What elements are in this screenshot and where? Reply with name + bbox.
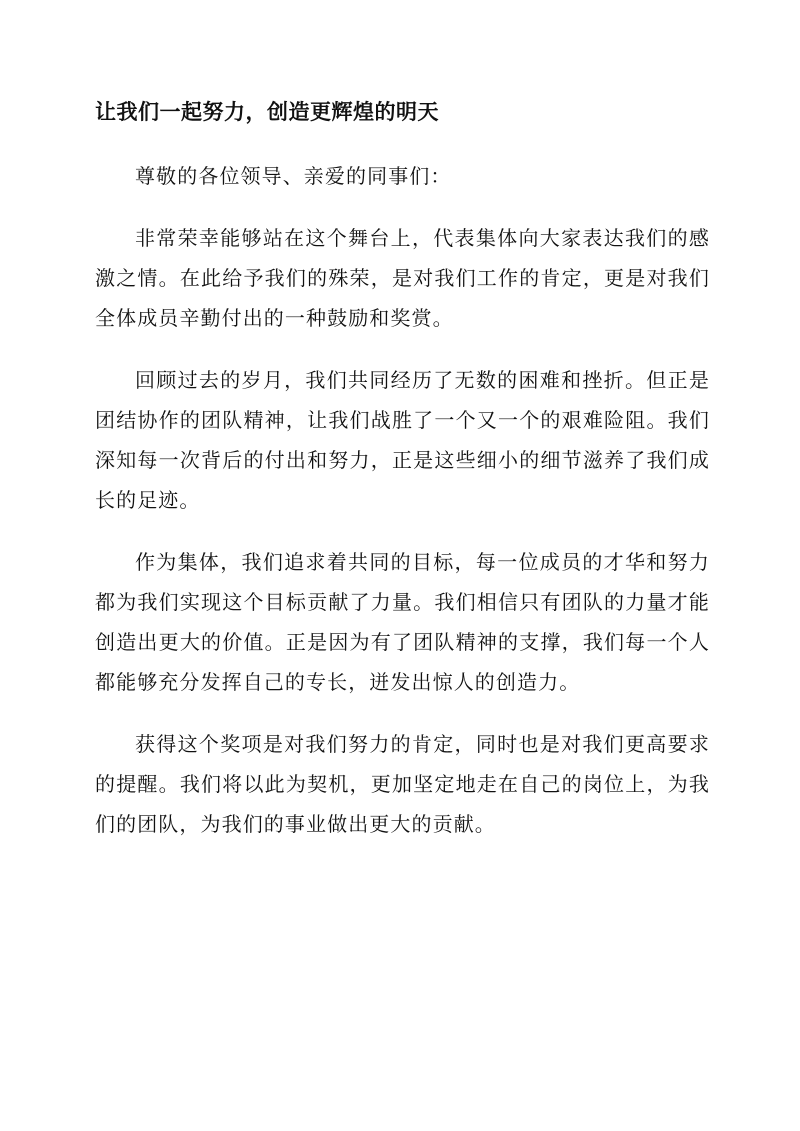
body-paragraph: 回顾过去的岁月，我们共同经历了无数的困难和挫折。但正是团结协作的团队精神，让我们战胜了一个又一个的艰难险阻。我们深知每一次背后的付出和努力，正是这些细小的细节滋养了我们成长的足迹。: [95, 368, 710, 512]
greeting-paragraph: 尊敬的各位领导、亲爱的同事们：: [135, 164, 452, 188]
body-paragraph: 获得这个奖项是对我们努力的肯定，同时也是对我们更高要求的提醒。我们将以此为契机，更加坚定地走在自己的岗位上，为我们的团队，为我们的事业做出更大的贡献。: [95, 732, 710, 836]
body-paragraph: 非常荣幸能够站在这个舞台上，代表集体向大家表达我们的感激之情。在此给予我们的殊荣，是对我们工作的肯定，更是对我们全体成员辛勤付出的一种鼓励和奖赏。: [95, 226, 710, 330]
document-body: [95, 92, 710, 866]
document-title: 让我们一起努力，创造更辉煌的明天: [95, 99, 439, 124]
body-paragraph: 作为集体，我们追求着共同的目标，每一位成员的才华和努力都为我们实现这个目标贡献了力量。我们相信只有团队的力量才能创造出更大的价值。正是因为有了团队精神的支撑，我们每一个人都能够充分发挥自己的专长，迸发出惊人的创造力。: [95, 550, 710, 694]
